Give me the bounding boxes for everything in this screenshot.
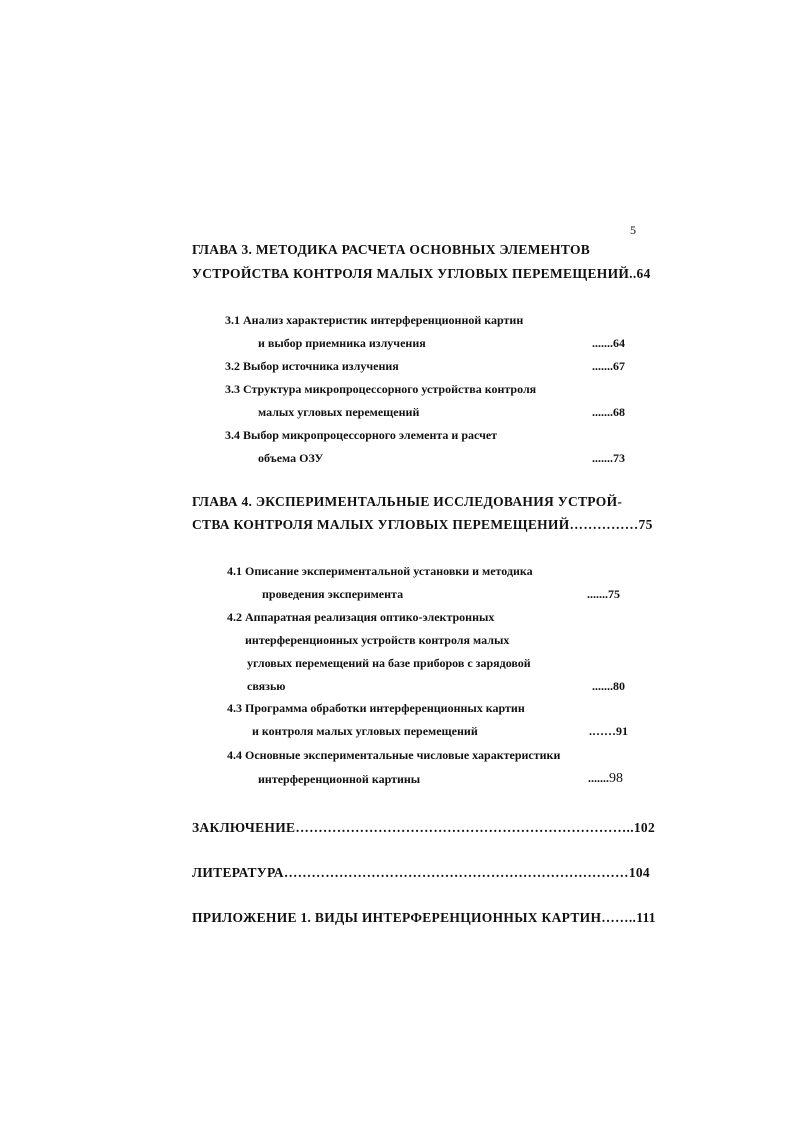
section-4-2-line-3: угловых перемещений на базе приборов с зарядовой [247,656,531,670]
section-4-4-line-1: 4.4 Основные экспериментальные числовые характеристики [227,748,561,762]
section-3-1-page: .......64 [592,336,625,350]
section-4-2-page: .......80 [592,679,625,693]
section-3-3-page: .......68 [592,405,625,419]
section-3-3-line-1: 3.3 Структура микропроцессорного устройства контроля [225,382,537,396]
page-number: 5 [630,223,636,237]
section-4-2-line-2: интерференционных устройств контроля малых [245,633,510,647]
literature-entry: ЛИТЕРАТУРА…………………………………………………………………104 [192,865,650,880]
chapter-3-title-line-1: ГЛАВА 3. МЕТОДИКА РАСЧЕТА ОСНОВНЫХ ЭЛЕМЕНТОВ [192,242,591,257]
chapter-4-title-line-1: ГЛАВА 4. ЭКСПЕРИМЕНТАЛЬНЫЕ ИССЛЕДОВАНИЯ УСТРОЙ- [192,494,623,509]
section-3-1-line-2: и выбор приемника излучения [258,336,426,350]
chapter-4-title-line-2: СТВА КОНТРОЛЯ МАЛЫХ УГЛОВЫХ ПЕРЕМЕЩЕНИЙ……………75 [192,517,653,532]
section-4-4-line-2: интерференционной картины [258,772,421,786]
section-3-4-line-2: объема ОЗУ [258,451,324,465]
chapter-3-title-line-2: УСТРОЙСТВА КОНТРОЛЯ МАЛЫХ УГЛОВЫХ ПЕРЕМЕЩЕНИЙ..64 [192,266,651,281]
section-3-4-page: .......73 [592,451,625,465]
section-4-3-page: .……91 [589,724,628,738]
section-4-1-page: .......75 [587,587,620,601]
section-4-3-line-1: 4.3 Программа обработки интерференционных картин [227,701,525,715]
conclusion-entry: ЗАКЛЮЧЕНИЕ………………………………………………………………..102 [192,820,656,835]
section-4-2-line-1: 4.2 Аппаратная реализация оптико-электронных [227,610,495,624]
section-3-1-line-1: 3.1 Анализ характеристик интерференционной картин [225,313,524,327]
section-4-4-page [588,771,623,787]
section-4-4-page-dots: ....... [588,771,609,785]
section-3-3-line-2: малых угловых перемещений [258,405,420,419]
section-4-3-line-2: и контроля малых угловых перемещений [252,724,478,738]
section-4-4-page-number: 98 [609,771,623,786]
section-3-2-page: .......67 [592,359,625,373]
section-3-2-line-1: 3.2 Выбор источника излучения [225,359,399,373]
section-4-2-line-4: связью [247,679,286,693]
section-4-1-line-2: проведения эксперимента [262,587,404,601]
section-4-1-line-1: 4.1 Описание экспериментальной установки и методика [227,564,533,578]
section-3-4-line-1: 3.4 Выбор микропроцессорного элемента и расчет [225,428,498,442]
appendix-1-entry: ПРИЛОЖЕНИЕ 1. ВИДЫ ИНТЕРФЕРЕНЦИОННЫХ КАРТИН……..111 [192,910,656,925]
